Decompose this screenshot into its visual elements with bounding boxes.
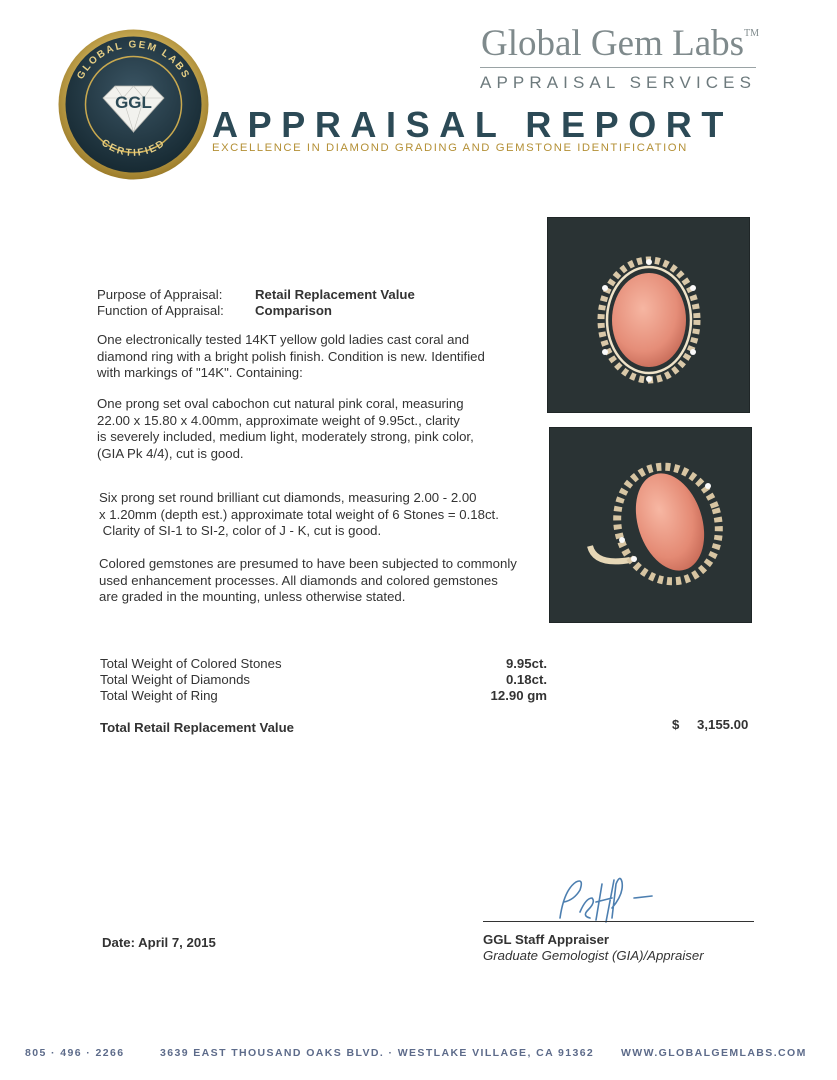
item-description-line: with markings of "14K". Containing:	[97, 365, 303, 380]
coral-cabochon	[612, 273, 686, 367]
disclaimer	[99, 556, 517, 606]
purpose-label: Purpose of Appraisal:	[97, 287, 223, 302]
total-colored-stones-value: 9.95ct.	[505, 656, 547, 671]
report-tagline: EXCELLENCE IN DIAMOND GRADING AND GEMSTONE IDENTIFICATION	[212, 142, 688, 154]
function-row	[97, 303, 332, 320]
function-value: Comparison	[255, 303, 332, 318]
footer-phone: 805 · 496 · 2266	[25, 1047, 125, 1059]
disclaimer-line: used enhancement processes. All diamonds and colored gemstones	[99, 572, 498, 588]
seal-ring-text-bottom: CERTIFIED	[99, 137, 168, 159]
appraiser-title: GGL Staff Appraiser	[483, 932, 610, 947]
ggl-certified-seal	[57, 28, 210, 181]
total-diamonds-value: 0.18ct.	[505, 672, 547, 687]
brand-divider	[480, 67, 756, 68]
total-diamonds-row	[100, 672, 555, 688]
report-title: APPRAISAL REPORT	[212, 104, 733, 145]
footer-address: 3639 EAST THOUSAND OAKS BLVD. · WESTLAKE VILLAGE, CA 91362	[160, 1047, 595, 1059]
brand-subtitle: APPRAISAL SERVICES	[480, 73, 757, 92]
total-ring-weight-label: Total Weight of Ring	[100, 688, 218, 703]
replacement-value-amount: 3,155.00	[697, 717, 749, 732]
item-description	[97, 332, 485, 382]
appraisal-date: Date: April 7, 2015	[102, 935, 216, 950]
diamond-description-line: Clarity of SI-1 to SI-2, color of J - K, cut is good.	[99, 523, 382, 538]
trademark-mark: TM	[744, 28, 760, 39]
function-label: Function of Appraisal:	[97, 303, 224, 318]
brand-name: Global Gem Labs™	[480, 23, 760, 64]
total-ring-weight-row	[100, 688, 555, 704]
total-diamonds-label: Total Weight of Diamonds	[100, 672, 251, 687]
appraiser-credentials: Graduate Gemologist (GIA)/Appraiser	[483, 948, 704, 963]
appraiser-signature	[550, 868, 660, 926]
coral-description-line: 22.00 x 15.80 x 4.00mm, approximate weight of 9.95ct., clarity	[97, 412, 460, 428]
coral-description-line: is severely included, medium light, moderately strong, pink color,	[97, 429, 474, 444]
ring-photo-angle-view	[549, 427, 752, 623]
currency-symbol: $	[672, 717, 680, 732]
diamond-description-line: x 1.20mm (depth est.) approximate total weight of 6 Stones = 0.18ct.	[99, 506, 499, 522]
coral-description-line: One prong set oval cabochon cut natural pink coral, measuring	[97, 396, 464, 411]
total-colored-stones-label: Total Weight of Colored Stones	[100, 656, 282, 671]
seal-initials: GGL	[115, 93, 152, 112]
purpose-row	[97, 287, 415, 304]
total-ring-weight-value: 12.90 gm	[490, 688, 547, 703]
coral-description-line: (GIA Pk 4/4), cut is good.	[97, 445, 244, 461]
footer-website[interactable]: WWW.GLOBALGEMLABS.COM	[621, 1047, 807, 1059]
diamond-description	[99, 490, 499, 540]
seal-ring-text-top: GLOBAL GEM LABS	[75, 39, 192, 82]
diamond-description-line: Six prong set round brilliant cut diamonds, measuring 2.00 - 2.00	[99, 490, 477, 505]
ring-photo-top-view	[547, 217, 750, 413]
purpose-value: Retail Replacement Value	[255, 287, 415, 302]
total-colored-stones-row	[100, 656, 555, 672]
item-description-line: One electronically tested 14KT yellow gold ladies cast coral and	[97, 332, 470, 347]
replacement-value-label: Total Retail Replacement Value	[100, 720, 294, 735]
disclaimer-line: are graded in the mounting, unless otherwise stated.	[99, 589, 406, 604]
coral-description	[97, 396, 474, 462]
item-description-line: diamond ring with a bright polish finish. Condition is new. Identified	[97, 348, 485, 364]
disclaimer-line: Colored gemstones are presumed to have been subjected to commonly	[99, 556, 517, 571]
signature-line	[483, 921, 754, 922]
